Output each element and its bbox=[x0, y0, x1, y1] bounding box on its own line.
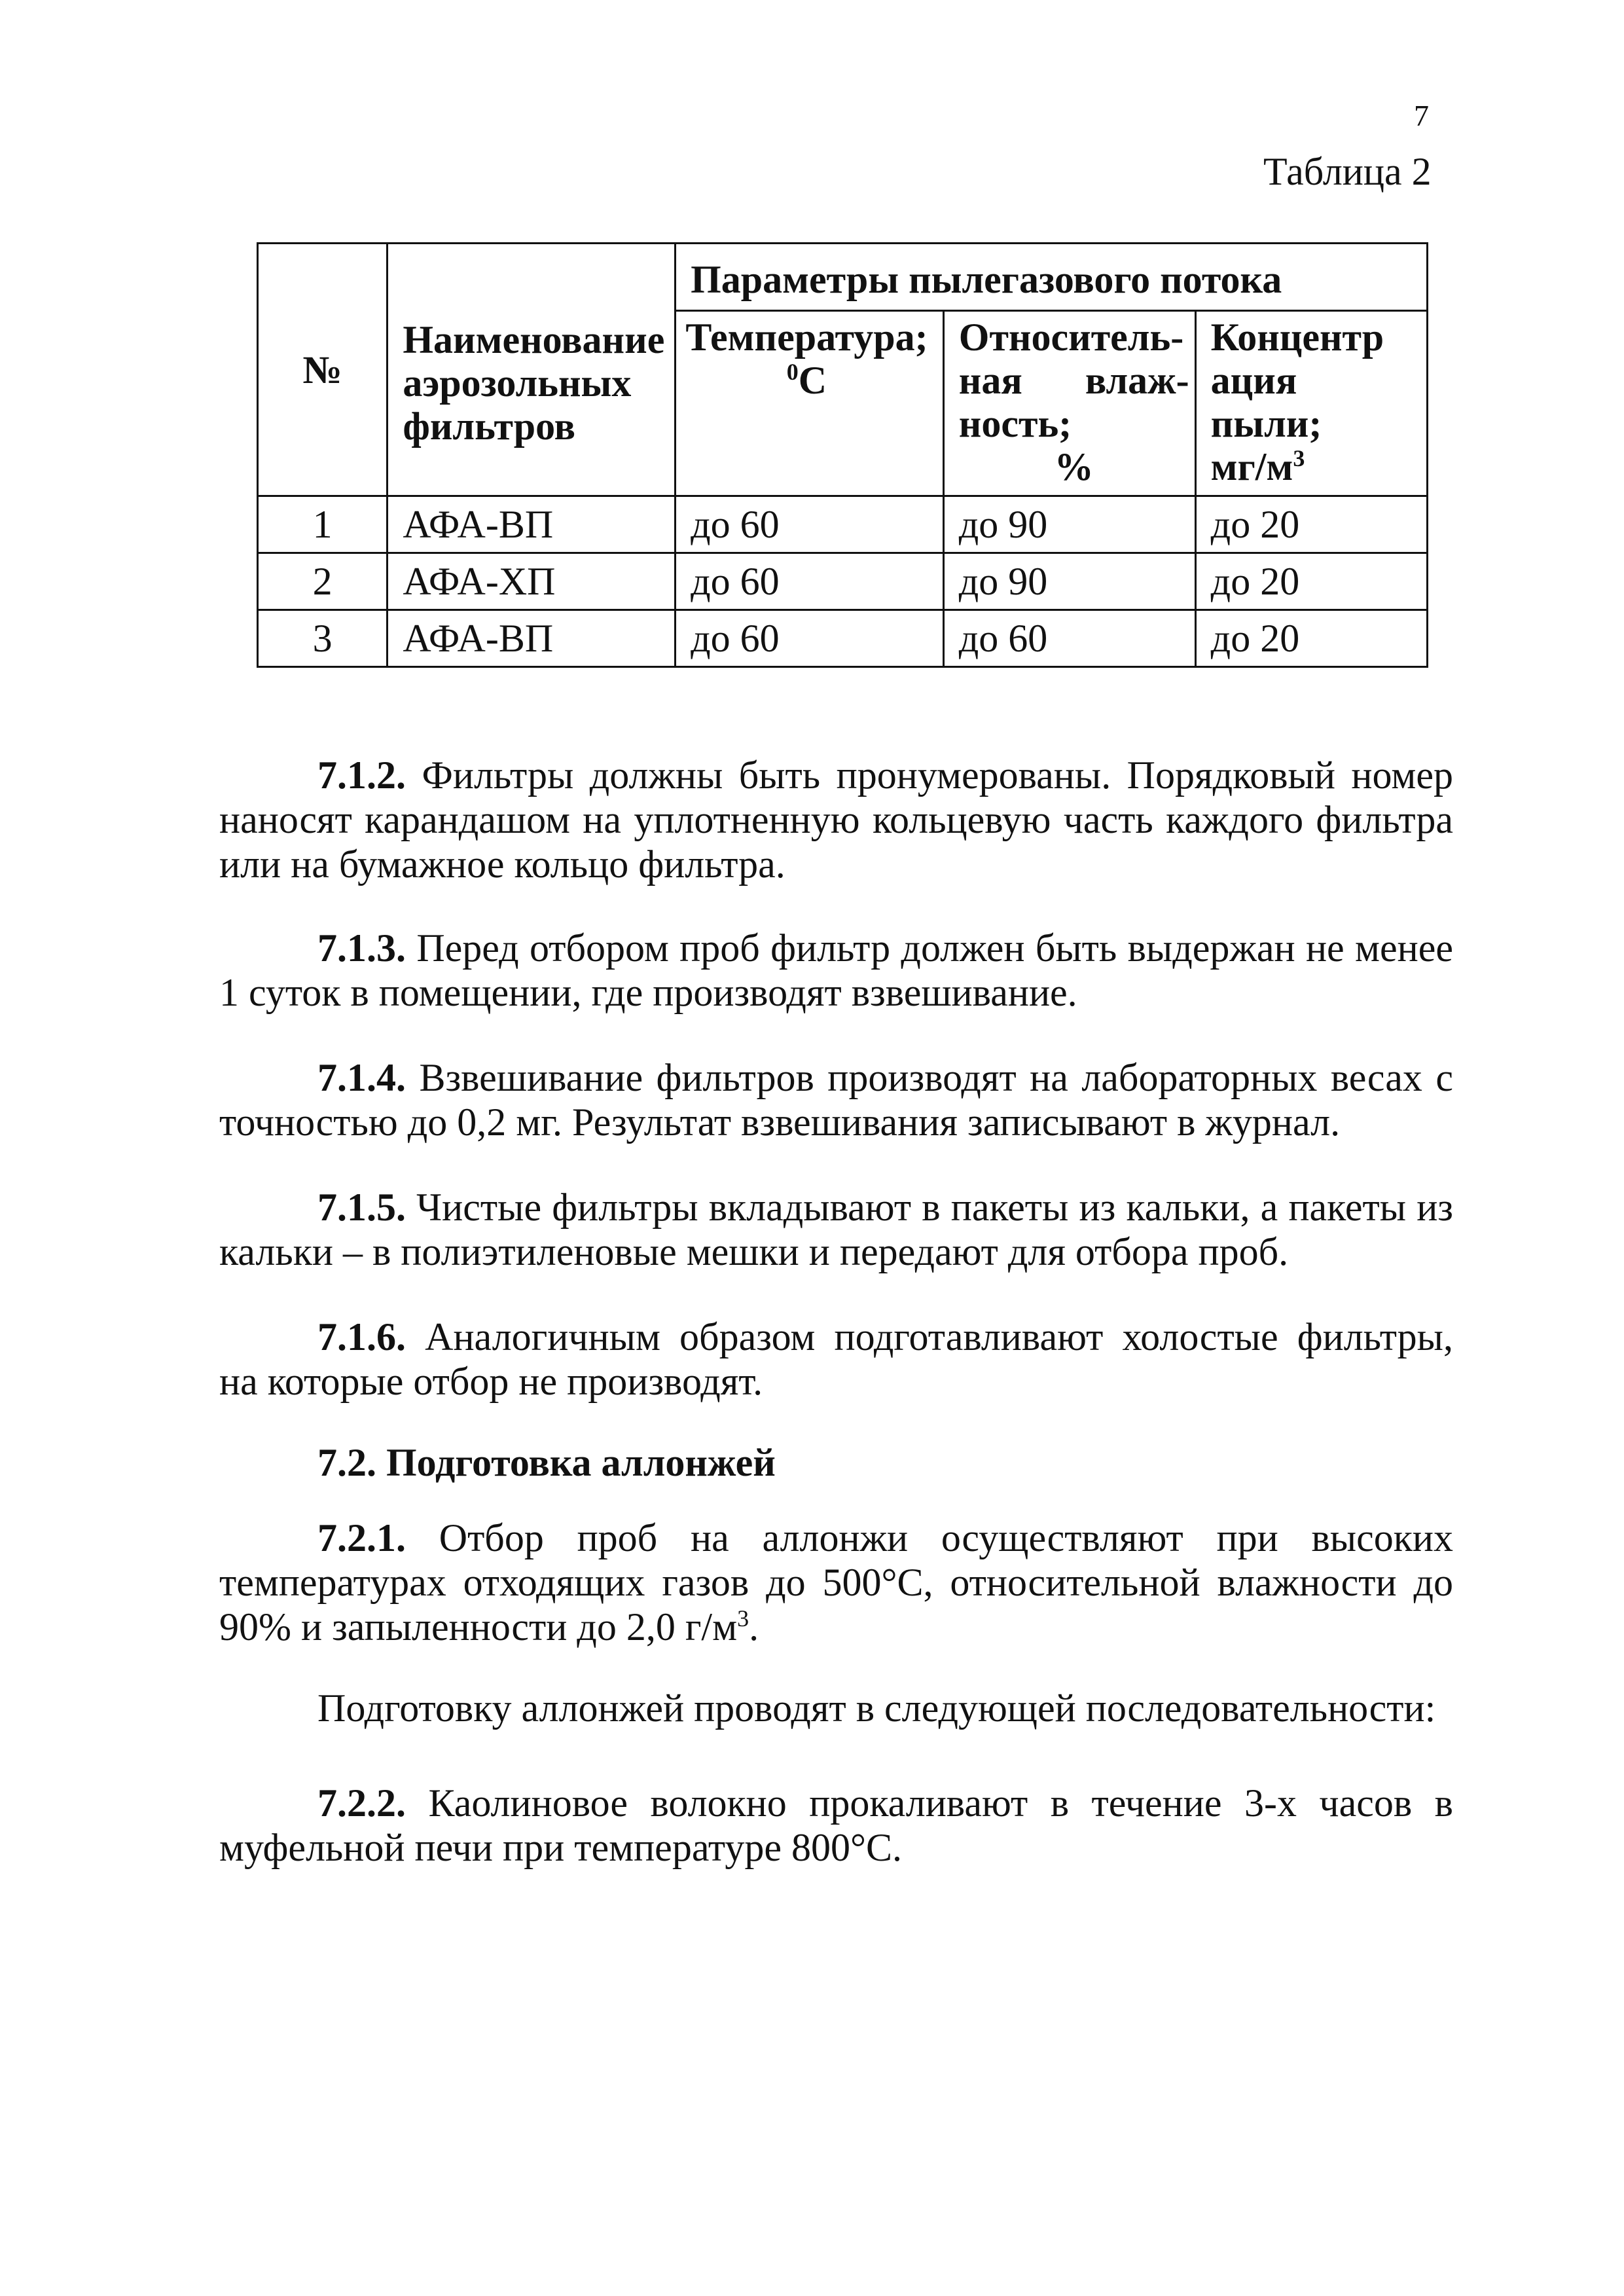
paragraph-text: Отбор проб на аллонжи осуществляют при высоких температурах отходящих газов до 500°С, относительной влажности до 90% и запыленности до 2,0 г/м bbox=[219, 1516, 1453, 1649]
header-line: $мг/м^3$ bbox=[1210, 445, 1305, 488]
cell-filter-name: АФА-ВП bbox=[388, 610, 676, 667]
cell-temperature: до 60 bbox=[676, 610, 944, 667]
table-row bbox=[258, 610, 1428, 667]
header-line: Наименование bbox=[403, 318, 665, 361]
section-number: 7.1.2. bbox=[317, 754, 406, 797]
header-line: ность; bbox=[958, 402, 1072, 445]
section-number: 7.2.1. bbox=[317, 1516, 406, 1559]
section-number: 7.1.4. bbox=[317, 1056, 406, 1099]
cube-superscript: 3 bbox=[737, 1605, 749, 1631]
table-row bbox=[258, 496, 1428, 553]
header-line: Температура; bbox=[685, 316, 928, 359]
cell-humidity: до 90 bbox=[943, 553, 1195, 610]
cube-superscript: 3 bbox=[1293, 445, 1305, 471]
header-line: Относитель- bbox=[958, 316, 1184, 359]
section-number: 7.2.2. bbox=[317, 1781, 406, 1825]
section-number: 7.1.6. bbox=[317, 1315, 406, 1358]
paragraph-text: Взвешивание фильтров производят на лабораторных весах с точностью до 0,2 мг. Результат взвешивания записывают в журнал. bbox=[219, 1056, 1453, 1144]
cell-humidity: до 90 bbox=[943, 496, 1195, 553]
table-header-row bbox=[258, 244, 1428, 311]
cell-filter-name: АФА-ХП bbox=[388, 553, 676, 610]
header-line: аэрозольных bbox=[403, 361, 632, 405]
header-line: фильтров bbox=[403, 404, 575, 448]
section-number: 7.1.5. bbox=[317, 1186, 406, 1229]
paragraph-end: . bbox=[749, 1605, 759, 1649]
column-header-humidity bbox=[943, 311, 1195, 496]
paragraph-text: Каолиновое волокно прокаливают в течение 3-х часов в муфельной печи при температуре 800°С. bbox=[219, 1781, 1453, 1869]
section-number: 7.1.3. bbox=[317, 926, 406, 970]
column-header-dust-concentration bbox=[1195, 311, 1427, 496]
paragraph-text: Фильтры должны быть пронумерованы. Порядковый номер наносят карандашом на уплотненную кольцевую часть каждого фильтра или на бумажное кольцо фильтра. bbox=[219, 754, 1453, 886]
cell-filter-name: АФА-ВП bbox=[388, 496, 676, 553]
group-header-flow-parameters: Параметры пылегазового потока bbox=[676, 244, 1428, 311]
header-line: ная влаж- bbox=[958, 359, 1189, 402]
paragraph-7-2-2 bbox=[219, 1781, 1453, 1870]
paragraph-7-2-1 bbox=[219, 1516, 1453, 1649]
table-row bbox=[258, 553, 1428, 610]
paragraph-text: Перед отбором проб фильтр должен быть выдержан не менее 1 суток в помещении, где производят взвешивание. bbox=[219, 926, 1453, 1014]
paragraph-text: Аналогичным образом подготавливают холостые фильтры, на которые отбор не производят. bbox=[219, 1315, 1453, 1403]
header-line: пыли; bbox=[1210, 402, 1322, 445]
cell-number: 2 bbox=[258, 553, 388, 610]
header-line: $^0$C bbox=[786, 359, 827, 402]
paragraph-text: Чистые фильтры вкладывают в пакеты из кальки, а пакеты из кальки – в полиэтиленовые мешки и передают для отбора проб. bbox=[219, 1186, 1453, 1273]
cell-number: 3 bbox=[258, 610, 388, 667]
paragraph-7-1-6 bbox=[219, 1315, 1453, 1404]
paragraph-7-1-3 bbox=[219, 926, 1453, 1015]
header-line: Концентр bbox=[1210, 316, 1384, 359]
column-header-temperature bbox=[676, 311, 944, 496]
preparation-sequence-line: Подготовку аллонжей проводят в следующей последовательности: bbox=[317, 1686, 1436, 1730]
column-header-filter-name bbox=[388, 244, 676, 496]
cell-number: 1 bbox=[258, 496, 388, 553]
paragraph-7-1-2 bbox=[219, 753, 1453, 886]
cell-temperature: до 60 bbox=[676, 553, 944, 610]
section-heading-7-2: 7.2. Подготовка аллонжей bbox=[317, 1441, 776, 1484]
paragraph-7-1-4 bbox=[219, 1055, 1453, 1144]
cell-temperature: до 60 bbox=[676, 496, 944, 553]
table-caption: Таблица 2 bbox=[1263, 150, 1432, 193]
cell-concentration: до 20 bbox=[1195, 553, 1427, 610]
column-header-number: № bbox=[258, 244, 388, 496]
cell-concentration: до 20 bbox=[1195, 610, 1427, 667]
parameters-table bbox=[257, 242, 1428, 668]
header-line: ация bbox=[1210, 359, 1297, 402]
degree-superscript: 0 bbox=[786, 359, 799, 385]
header-line: % bbox=[1054, 445, 1094, 488]
cell-humidity: до 60 bbox=[943, 610, 1195, 667]
paragraph-7-1-5 bbox=[219, 1185, 1453, 1274]
page-number: 7 bbox=[1414, 99, 1429, 132]
cell-concentration: до 20 bbox=[1195, 496, 1427, 553]
